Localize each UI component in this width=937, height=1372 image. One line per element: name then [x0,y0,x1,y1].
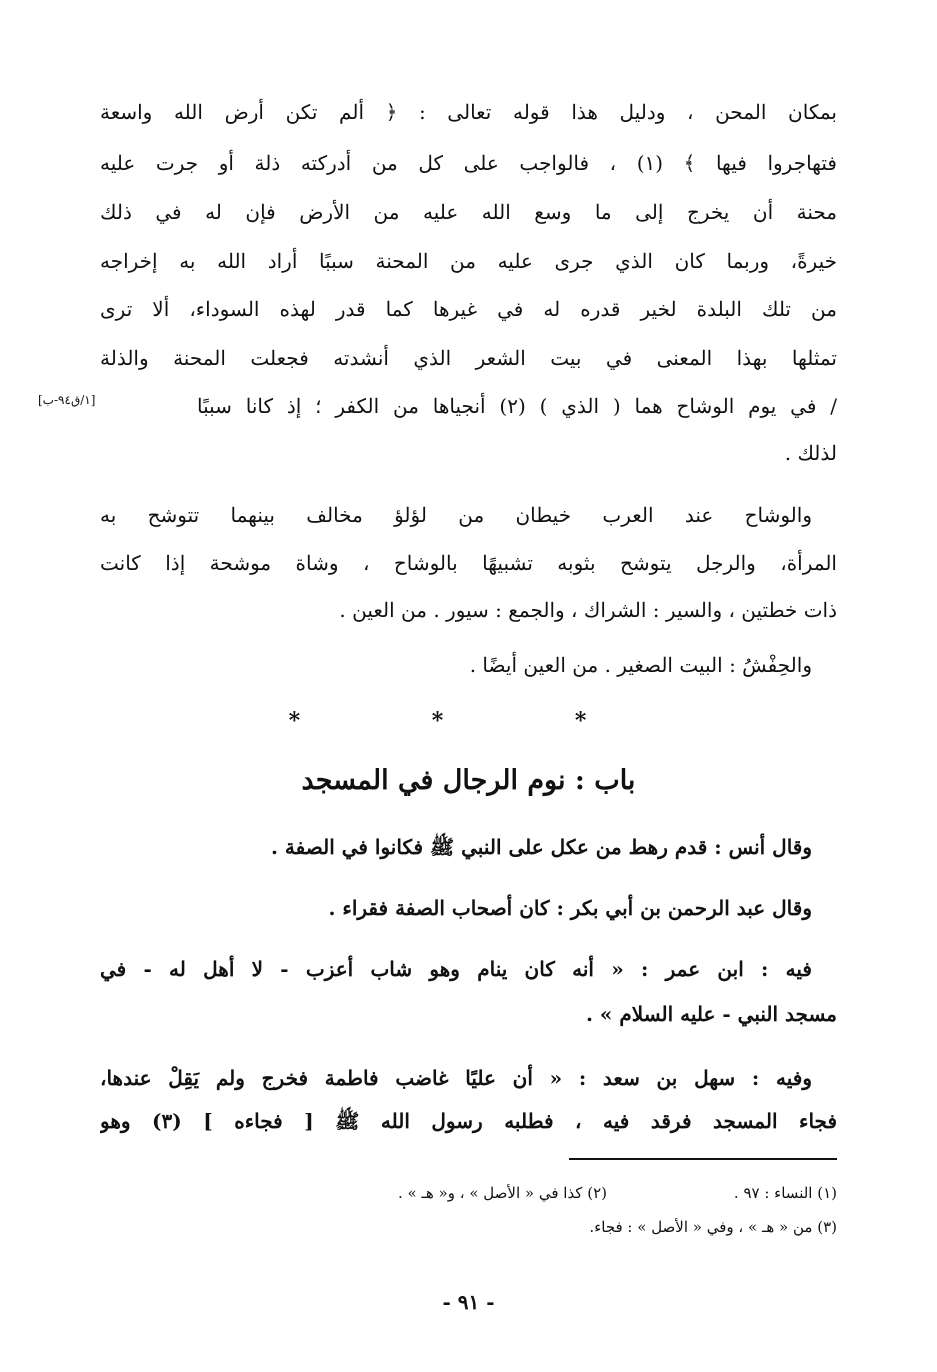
footnote: (٢) كذا في « الأصل » ، و« هـ » . [398,1184,607,1202]
body-line: بمكان المحن ، ودليل هذا قوله تعالى : ﴿ ألم تكن أرض الله واسعة [100,100,837,124]
footnote-separator [569,1158,837,1160]
body-line: / في يوم الوشاح هما ( الذي ) (٢) أنجياها من الكفر ؛ إذ كانا سببًا [197,394,837,418]
hadith-text: فيه : ابن عمر : « أنه كان ينام وهو شاب أعزب - لا أهل له - في [100,957,812,981]
body-line: ذات خطتين ، والسير : الشراك ، والجمع : سيور . من العين . [339,598,837,622]
body-line: فتهاجروا فيها ﴾ (١) ، فالواجب على كل من أدركته ذلة أو جرت عليه [100,151,837,175]
body-line: من تلك البلدة لخير قدره له في غيرها كما قدر لهذه السوداء، ألا ترى [100,297,837,321]
chapter-title: باب : نوم الرجال في المسجد [301,765,636,796]
body-line: المرأة، والرجل يتوشح بثوبه تشبيهًا بالوشاح ، وشاة موشحة إذا كانت [100,551,837,575]
page-number: - ٩١ - [442,1290,495,1314]
hadith-text: وقال أنس : قدم رهط من عكل على النبي ﷺ فكانوا في الصفة . [270,835,812,859]
body-line: تمثلها بهذا المعنى في بيت الشعر الذي أنشدته فجعلت المحنة والذلة [100,346,837,370]
section-separator-stars: * * * [288,708,649,734]
hadith-text: مسجد النبي - عليه السلام » . [585,1002,837,1026]
footnote: (٣) من « هـ » ، وفي « الأصل » : فجاء. [589,1218,837,1236]
hadith-text: وفيه : سهل بن سعد : « أن عليًا غاضب فاطمة فخرج ولم يَقِلْ عندها، [100,1066,812,1090]
hadith-text: وقال عبد الرحمن بن أبي بكر : كان أصحاب الصفة فقراء . [328,896,812,920]
body-line: لذلك . [784,441,837,465]
hadith-text: فجاء المسجد فرقد فيه ، فطلبه رسول الله ﷺ [ فجاءه ] (٣) وهو [100,1109,837,1133]
body-line: والوشاح عند العرب خيطان من لؤلؤ مخالف بينهما تتوشح به [100,503,812,527]
body-line: والحِفْشُ : البيت الصغير . من العين أيضًا . [469,653,812,677]
footnote: (١) النساء : ٩٧ . [733,1184,837,1202]
body-line: محنة أن يخرج إلى ما وسع الله عليه من الأرض فإن له في ذلك [100,200,837,224]
body-line: خيرةً، وربما كان الذي جرى عليه من المحنة سببًا أراد الله به إخراجه [100,249,837,273]
manuscript-folio-marker: [١/ق٩٤-ب] [38,393,96,407]
